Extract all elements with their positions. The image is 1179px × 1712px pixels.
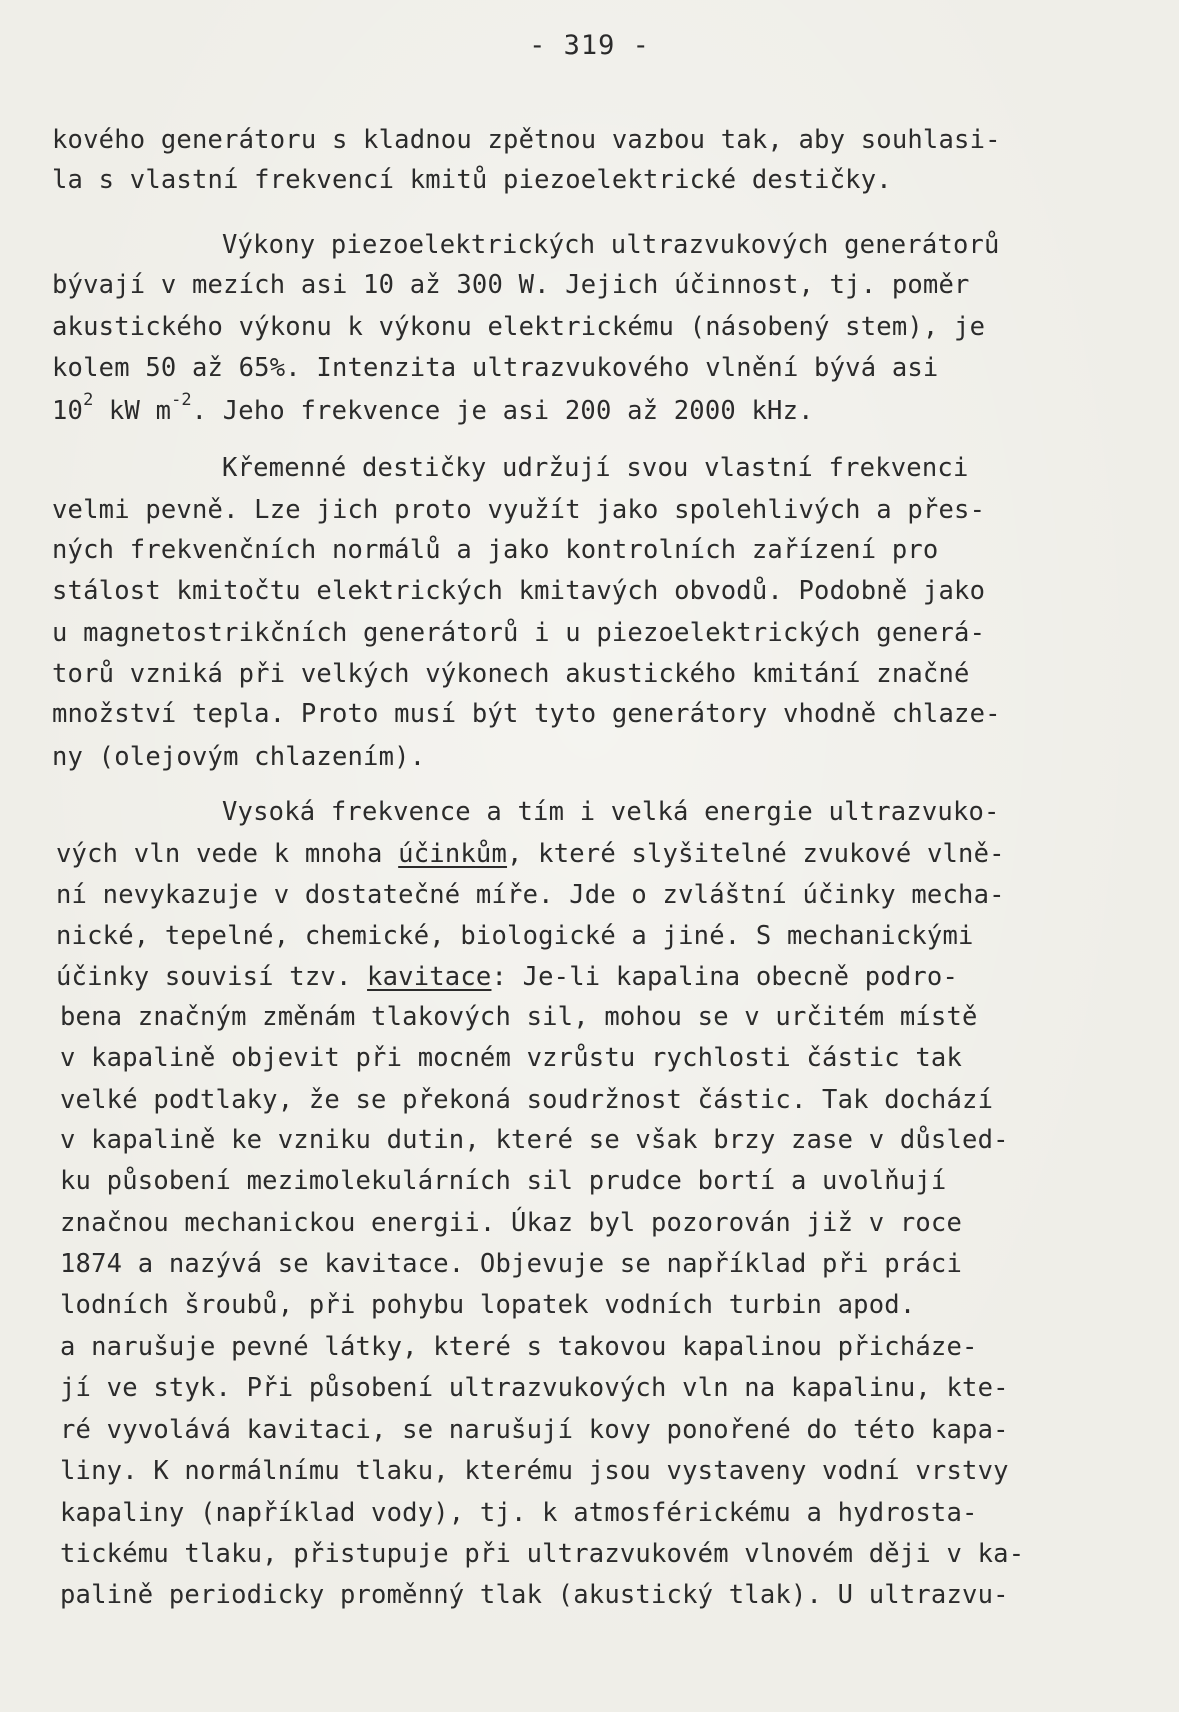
text-line <box>52 659 970 689</box>
text-line <box>52 353 939 383</box>
text-line <box>52 165 892 195</box>
text-segment: palině periodicky proměnný tlak (akustický tlak). U ultrazvu- <box>60 1580 1009 1610</box>
underlined-term: kavitace <box>367 962 492 992</box>
text-segment: torů vzniká při velkých výkonech akustického kmitání značné <box>52 659 970 689</box>
text-segment: Výkony piezoelektrických ultrazvukových generátorů <box>222 230 1000 260</box>
page-number: - 319 - <box>529 30 650 61</box>
text-segment: kového generátoru s kladnou zpětnou vazbou tak, aby souhlasi- <box>52 125 1001 155</box>
text-segment: tickému tlaku, přistupuje při ultrazvukovém vlnovém ději v ka- <box>60 1539 1025 1569</box>
text-line <box>60 1580 1009 1610</box>
text-segment: : Je-li kapalina obecně podro- <box>491 962 959 992</box>
text-segment: v kapalině objevit při mocném vzrůstu rychlosti částic tak <box>60 1043 963 1073</box>
text-segment: stálost kmitočtu elektrických kmitavých obvodů. Podobně jako <box>52 576 986 606</box>
text-segment: Vysoká frekvence a tím i velká energie ultrazvuko- <box>222 797 1000 827</box>
text-line <box>222 453 969 483</box>
text-line <box>60 1125 1009 1155</box>
text-segment: akustického výkonu k výkonu elektrickému (násobený stem), je <box>52 312 986 342</box>
text-segment: a narušuje pevné látky, které s takovou kapalinou přicháze- <box>60 1332 978 1362</box>
text-line <box>60 1043 963 1073</box>
text-segment: u magnetostrikčních generátorů i u piezoelektrických generá- <box>52 618 986 648</box>
text-line <box>222 797 1000 827</box>
text-segment: kW m <box>93 396 172 426</box>
text-line <box>56 962 959 992</box>
text-line <box>222 230 1000 260</box>
text-segment: ré vyvolává kavitaci, se narušují kovy ponořené do této kapa- <box>60 1415 1009 1445</box>
superscript: -2 <box>171 390 192 410</box>
text-line <box>52 270 970 300</box>
text-line <box>60 1539 1025 1569</box>
text-line <box>60 1002 978 1032</box>
text-line <box>56 880 1005 910</box>
text-segment: množství tepla. Proto musí být tyto generátory vhodně chlaze- <box>52 699 1001 729</box>
text-line <box>52 125 1001 155</box>
text-line <box>60 1373 1009 1403</box>
text-segment: velmi pevně. Lze jich proto využít jako spolehlivých a přes- <box>52 495 986 525</box>
text-segment: kolem 50 až 65%. Intenzita ultrazvukového vlnění bývá asi <box>52 353 939 383</box>
text-segment: la s vlastní frekvencí kmitů piezoelektrické destičky. <box>52 165 892 195</box>
underlined-term: účinkům <box>398 839 508 869</box>
text-segment: Křemenné destičky udržují svou vlastní frekvenci <box>222 453 969 483</box>
text-segment: lodních šroubů, při pohybu lopatek vodních turbin apod. <box>60 1290 916 1320</box>
text-segment: značnou mechanickou energii. Úkaz byl pozorován již v roce <box>60 1208 963 1238</box>
text-segment: ných frekvenčních normálů a jako kontrolních zařízení pro <box>52 535 939 565</box>
text-line <box>52 618 986 648</box>
text-line <box>52 495 986 525</box>
text-line <box>56 839 1005 869</box>
text-line <box>60 1208 963 1238</box>
text-segment: jí ve styk. Při působení ultrazvukových vln na kapalinu, kte- <box>60 1373 1009 1403</box>
text-segment: bývají v mezích asi 10 až 300 W. Jejich účinnost, tj. poměr <box>52 270 970 300</box>
text-line <box>60 1332 978 1362</box>
text-segment: velké podtlaky, že se překoná soudržnost částic. Tak dochází <box>60 1085 994 1115</box>
text-segment: ny (olejovým chlazením). <box>52 742 426 772</box>
text-line <box>60 1085 994 1115</box>
superscript: 2 <box>83 390 94 410</box>
text-segment: vých vln vede k mnoha <box>56 839 399 869</box>
text-line <box>52 742 426 772</box>
text-segment: 10 <box>52 396 84 426</box>
text-segment: ku působení mezimolekulárních sil prudce bortí a uvolňují <box>60 1166 947 1196</box>
text-line <box>60 1456 1009 1486</box>
text-line <box>52 535 939 565</box>
text-segment: účinky souvisí tzv. <box>56 962 368 992</box>
text-line <box>52 312 986 342</box>
text-segment: ní nevykazuje v dostatečné míře. Jde o zvláštní účinky mecha- <box>56 880 1005 910</box>
text-segment: , které slyšitelné zvukové vlně- <box>507 839 1005 869</box>
text-line <box>52 699 1001 729</box>
text-line <box>52 390 814 426</box>
text-line <box>52 576 986 606</box>
text-segment: 1874 a nazývá se kavitace. Objevuje se například při práci <box>60 1249 963 1279</box>
text-segment: liny. K normálnímu tlaku, kterému jsou vystaveny vodní vrstvy <box>60 1456 1009 1486</box>
text-segment: v kapalině ke vzniku dutin, které se však brzy zase v důsled- <box>60 1125 1009 1155</box>
text-segment: . Jeho frekvence je asi 200 až 2000 kHz. <box>191 396 814 426</box>
text-segment: nické, tepelné, chemické, biologické a jiné. S mechanickými <box>56 921 974 951</box>
text-segment: kapaliny (například vody), tj. k atmosférickému a hydrosta- <box>60 1498 978 1528</box>
text-line <box>60 1166 947 1196</box>
text-line <box>60 1290 916 1320</box>
text-segment: bena značným změnám tlakových sil, mohou se v určitém místě <box>60 1002 978 1032</box>
text-line <box>60 1249 963 1279</box>
text-line <box>60 1415 1009 1445</box>
text-line <box>56 921 974 951</box>
text-line <box>60 1498 978 1528</box>
